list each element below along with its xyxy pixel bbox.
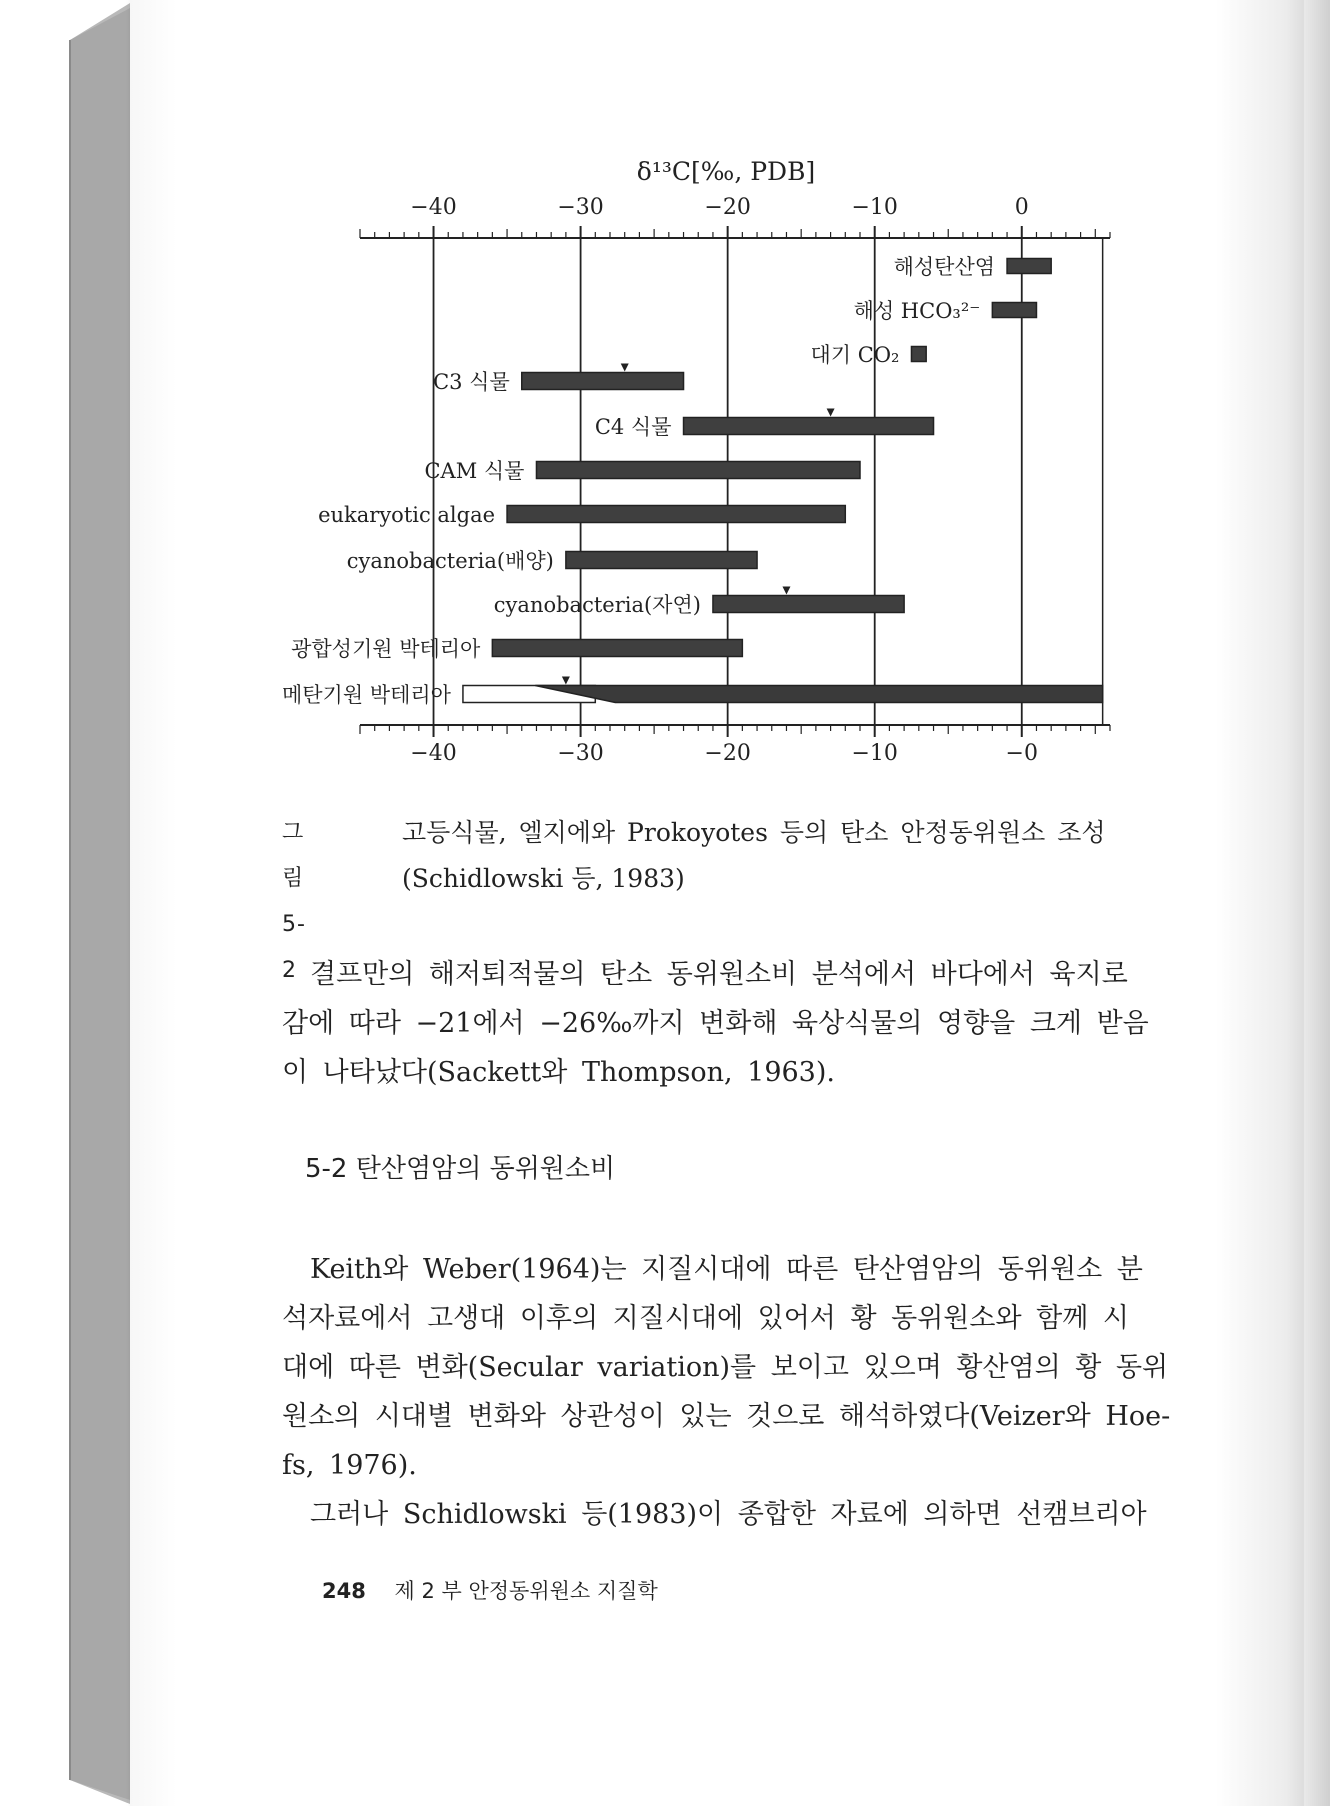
axis-bottom-tick-label: −0 [1005, 741, 1038, 766]
bar-label: CAM 식물 [424, 459, 525, 483]
bars [463, 259, 1103, 703]
paragraph-2 [282, 1245, 1171, 1490]
chart-title: δ¹³C[‰, PDB] [636, 157, 816, 186]
bar [522, 373, 684, 390]
bar [713, 596, 904, 613]
bar [911, 347, 926, 362]
median-marker [782, 587, 790, 595]
paragraph-2-line: Keith와 Weber(1964)는 지질시대에 따른 탄산염암의 동위원소 분 [310, 1254, 1143, 1285]
caption-line-2: (Schidlowski 등, 1983) [402, 864, 685, 893]
bar-label: 대기 CO₂ [810, 343, 900, 367]
bar [566, 552, 757, 569]
axis-bottom-tick-label: −10 [851, 741, 898, 766]
bar [536, 462, 860, 479]
axis-bottom-tick-label: −40 [410, 741, 457, 766]
page-number: 248 [322, 1579, 366, 1603]
bar [535, 686, 1102, 703]
axis-bottom [360, 725, 1110, 766]
paragraph-3 [282, 1490, 1147, 1539]
paragraph-1-line: 결프만의 해저퇴적물의 탄소 동위원소비 분석에서 바다에서 육지로 [310, 959, 1128, 990]
axis-top-tick-label: −30 [557, 195, 604, 220]
caption-line-1: 고등식물, 엘지에와 Prokoyotes 등의 탄소 안정동위원소 조성 [402, 818, 1106, 847]
bar [684, 418, 934, 435]
bar-label: 광합성기원 박테리아 [291, 637, 481, 661]
bar-label: 메탄기원 박테리아 [281, 683, 451, 707]
bar-label: 해성탄산염 [893, 255, 996, 279]
bar-label: C3 식물 [433, 370, 510, 394]
section-heading: 5-2 탄산염암의 동위원소비 [305, 1154, 616, 1184]
figure-number: 그림 5-2 [282, 820, 306, 983]
bar-label: C4 식물 [594, 415, 672, 439]
bar-label: cyanobacteria(배양) [346, 549, 554, 573]
axis-top [360, 195, 1110, 238]
axis-top-tick-label: −10 [851, 195, 898, 220]
axis-top-tick-label: −20 [704, 195, 751, 220]
bar [992, 303, 1036, 318]
running-title: 제 2 부 안정동위원소 지질학 [394, 1579, 658, 1603]
paragraph-2-line: fs, 1976). [282, 1450, 417, 1481]
bar-label: eukaryotic algae [318, 503, 496, 527]
paragraph-2-line: 원소의 시대별 변화와 상관성이 있는 것으로 해석하였다(Veizer와 Hoe- [282, 1401, 1171, 1432]
paragraph-3-line: 그러나 Schidlowski 등(1983)이 종합한 자료에 의하면 선캠브리아 [310, 1499, 1147, 1530]
axis-bottom-tick-label: −20 [704, 741, 751, 766]
axis-top-tick-label: −40 [410, 195, 457, 220]
bar-label: cyanobacteria(자연) [493, 593, 701, 617]
isotope-range-chart [0, 0, 1330, 790]
median-marker [621, 364, 629, 372]
paragraph-2-line: 석자료에서 고생대 이후의 지질시대에 있어서 황 동위원소와 함께 시 [282, 1303, 1129, 1334]
median-marker [562, 677, 570, 685]
bar [507, 506, 845, 523]
bar-label: 해성 HCO₃²⁻ [853, 299, 981, 323]
page-footer [322, 1575, 658, 1605]
axis-bottom-tick-label: −30 [557, 741, 604, 766]
median-marker [827, 409, 835, 417]
paragraph-1 [282, 950, 1149, 1097]
median-markers [562, 364, 835, 685]
bar [1007, 259, 1051, 274]
paragraph-1-line: 이 나타났다(Sackett와 Thompson, 1963). [282, 1057, 835, 1088]
paragraph-2-line: 대에 따른 변화(Secular variation)를 보이고 있으며 황산염의 황 동위 [282, 1352, 1169, 1383]
bar [492, 640, 742, 657]
axis-top-tick-label: 0 [1014, 195, 1029, 220]
paragraph-1-line: 감에 따라 −21에서 −26‰까지 변화해 육상식물의 영향을 크게 받음 [282, 1008, 1149, 1039]
